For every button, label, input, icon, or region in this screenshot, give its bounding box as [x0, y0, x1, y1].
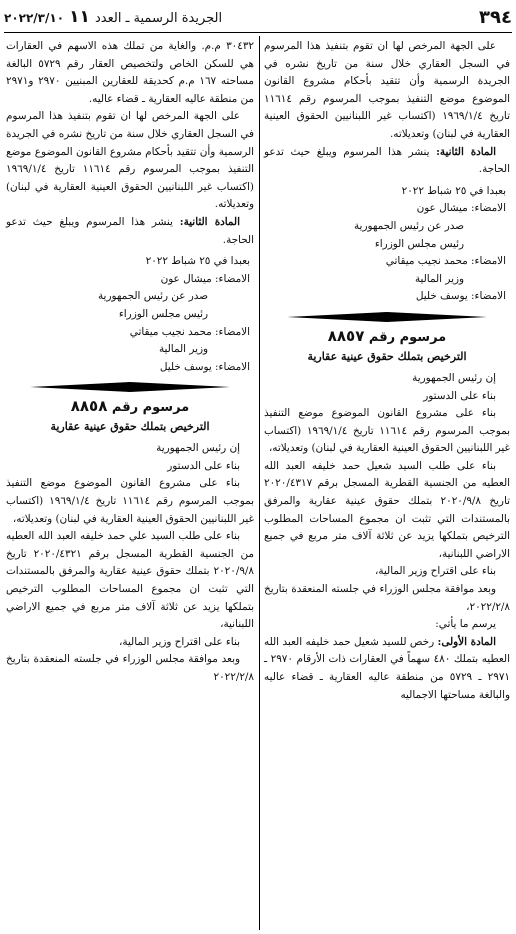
decree-legal-basis: بناء على مشروع القانون الموضوع موضع التنفيذ بموجب المرسوم رقم ١١٦١٤ تاريخ ١٩٦٩/١/٤ (اكتساب غير اللبنانيين الحقوق العينية العقارية في لبنان) وتعديلاته،: [264, 407, 511, 455]
issue-date: ٢٠٢٢/٣/١٠: [4, 11, 65, 25]
decree-constitution: بناء على الدستور: [167, 459, 240, 472]
decree-opening: إن رئيس الجمهورية: [412, 371, 496, 384]
header-rule: [4, 32, 512, 33]
decree-subtitle: الترخيص بتملك حقوق عينية عقارية: [50, 420, 210, 434]
decree-title: [6, 396, 254, 418]
section-separator: [264, 312, 510, 322]
decree-approval: وبعد موافقة مجلس الوزراء في جلسته المنعقدة بتاريخ ٢٠٢٢/٢/٨: [6, 653, 254, 683]
decree-opening: إن رئيس الجمهورية: [156, 442, 240, 455]
article-text: رخص للسيد شعيل حمد خليفه العبد الله العطيه بتملك ٤٨٠ سهماً في العقارات ذات الأرقام ٢٩٧٠ ـ ٢٩٧١ ـ ٥٧٢٩ من منطقة عاليه العقارية ـ قضاء عاليه والبالغة مساحتها الاجماليه: [264, 635, 510, 701]
article-label: المادة الثانية:: [179, 215, 240, 228]
prime-minister-signature: الامضاء: محمد نجيب ميقاتي: [129, 325, 250, 338]
prime-minister-signature: الامضاء: محمد نجيب ميقاتي: [385, 255, 506, 268]
article-label: المادة الثانية:: [436, 145, 496, 158]
finance-minister-title: وزير المالية: [414, 272, 464, 285]
decree-request: بناء على طلب السيد شعيل حمد خليفه العبد الله العطيه من الجنسية القطرية المسجل برقم ٢٠٢٠/٤٣١٧ تاريخ ٢٠٢٠/٩/٨ بتملك حقوق عينية عقارية والمرفق بالمستندات التي تثبت ان مجموع المساحات المطلوب الترخيص بتملكها يزيد عن ثلاثة آلاف متر مربع في جميع الاراضي اللبنانية،: [264, 459, 510, 560]
separator-ornament-icon: [287, 312, 487, 322]
article-one: [264, 634, 510, 704]
decree-proposal: بناء على اقتراح وزير المالية،: [118, 635, 240, 648]
execution-clause: على الجهة المرخص لها ان تقوم بتنفيذ هذا المرسوم في السجل العقاري خلال سنة من تاريخ نشره في الجريدة الرسمية وأن تتقيد بأحكام مشروع القانون الموضوع موضع التنفيذ بموجب المرسوم رقم ١١٦١٤ تاريخ ١٩٦٩/١/٤ (اكتساب غير اللبنانيين الحقوق العينية العقارية في لبنان) وتعديلاته.: [264, 40, 510, 140]
decree-title-prefix: مرسوم رقم: [111, 400, 190, 416]
decree-legal-basis: بناء على مشروع القانون الموضوع موضع التنفيذ بموجب المرسوم رقم ١١٦١٤ تاريخ ١٩٦٩/١/٤ (اكتساب غير اللبنانيين الحقوق العينية العقارية في لبنان) وتعديلاته،: [6, 477, 254, 525]
article-two: [264, 144, 510, 179]
decree-enactment: يرسم ما يأتي:: [435, 618, 496, 631]
decree-approval: وبعد موافقة مجلس الوزراء في جلسته المنعقدة بتاريخ ٢٠٢٢/٢/٨،: [264, 583, 510, 613]
section-separator: [6, 382, 254, 392]
decree-subtitle: الترخيص بتملك حقوق عينية عقارية: [307, 349, 467, 363]
article-text: ينشر هذا المرسوم ويبلغ حيث تدعو الحاجة.: [6, 215, 254, 246]
decree-constitution: بناء على الدستور: [423, 389, 496, 402]
decree-number: ٨٨٥٨: [70, 397, 108, 416]
prime-minister-title: رئيس مجلس الوزراء: [374, 237, 464, 250]
article-two: [6, 214, 254, 249]
header-title-group: [4, 7, 222, 27]
separator-ornament-icon: [30, 382, 230, 392]
prime-minister-title: رئيس مجلس الوزراء: [118, 307, 208, 320]
right-column: [264, 38, 510, 704]
issue-number: ١١: [69, 7, 90, 27]
finance-minister-signature: الامضاء: يوسف خليل: [415, 290, 506, 303]
column-divider: [259, 36, 260, 930]
signing-date: بعبدا في ٢٥ شباط ٢٠٢٢: [145, 255, 250, 268]
president-signature: الامضاء: ميشال عون: [416, 202, 506, 215]
finance-minister-title: وزير المالية: [158, 343, 208, 356]
president-signature: الامضاء: ميشال عون: [160, 272, 250, 285]
page-header: [4, 4, 512, 30]
issued-by: صدر عن رئيس الجمهورية: [97, 290, 208, 303]
decree-proposal: بناء على اقتراح وزير المالية،: [374, 565, 496, 578]
journal-title: الجريدة الرسمية ـ العدد: [95, 11, 223, 26]
article-label: المادة الأولى:: [437, 635, 496, 648]
left-column: [6, 38, 254, 687]
article-continuation: ٣٠٤٣٢ م.م. والغاية من تملك هذه الاسهم في العقارات هي للسكن الخاص ولتخصيص العقار رقم ٥٧٢٩ البالغة مساحته ١٦٧ م.م كحديقة للعقارين المبنيين ٢٩٧٠ و٢٩٧١ من منطقة عاليه العقارية ـ قضاء عاليه.: [6, 40, 254, 105]
decree-number: ٨٨٥٧: [327, 326, 365, 345]
decree-title-prefix: مرسوم رقم: [368, 329, 447, 345]
decree-title: [264, 326, 510, 348]
issued-by: صدر عن رئيس الجمهورية: [353, 219, 464, 232]
finance-minister-signature: الامضاء: يوسف خليل: [159, 360, 250, 373]
article-text: ينشر هذا المرسوم ويبلغ حيث تدعو الحاجة.: [264, 145, 510, 176]
execution-clause: على الجهة المرخص لها ان تقوم بتنفيذ هذا المرسوم في السجل العقاري خلال سنة من تاريخ نشره في الجريدة الرسمية وأن تتقيد بأحكام مشروع القانون الموضوع موضع التنفيذ بموجب المرسوم رقم ١١٦١٤ تاريخ ١٩٦٩/١/٤ (اكتساب غير اللبنانيين الحقوق العينية العقارية في لبنان) وتعديلاته.: [6, 110, 254, 211]
page-number: ٣٩٤: [479, 6, 512, 28]
signing-date: بعبدا في ٢٥ شباط ٢٠٢٢: [401, 184, 506, 197]
decree-request: بناء على طلب السيد علي حمد خليفه العبد الله العطيه من الجنسية القطرية المسجل برقم ٢٠٢٠/٤٣٢١ تاريخ ٢٠٢٠/٩/٨ بتملك حقوق عينية عقارية والمرفق بالمستندات التي تثبت ان مجموع المساحات المطلوب الترخيص بتملكها يزيد عن ثلاثة آلاف متر مربع في جميع الاراضي اللبنانية،: [6, 530, 254, 631]
